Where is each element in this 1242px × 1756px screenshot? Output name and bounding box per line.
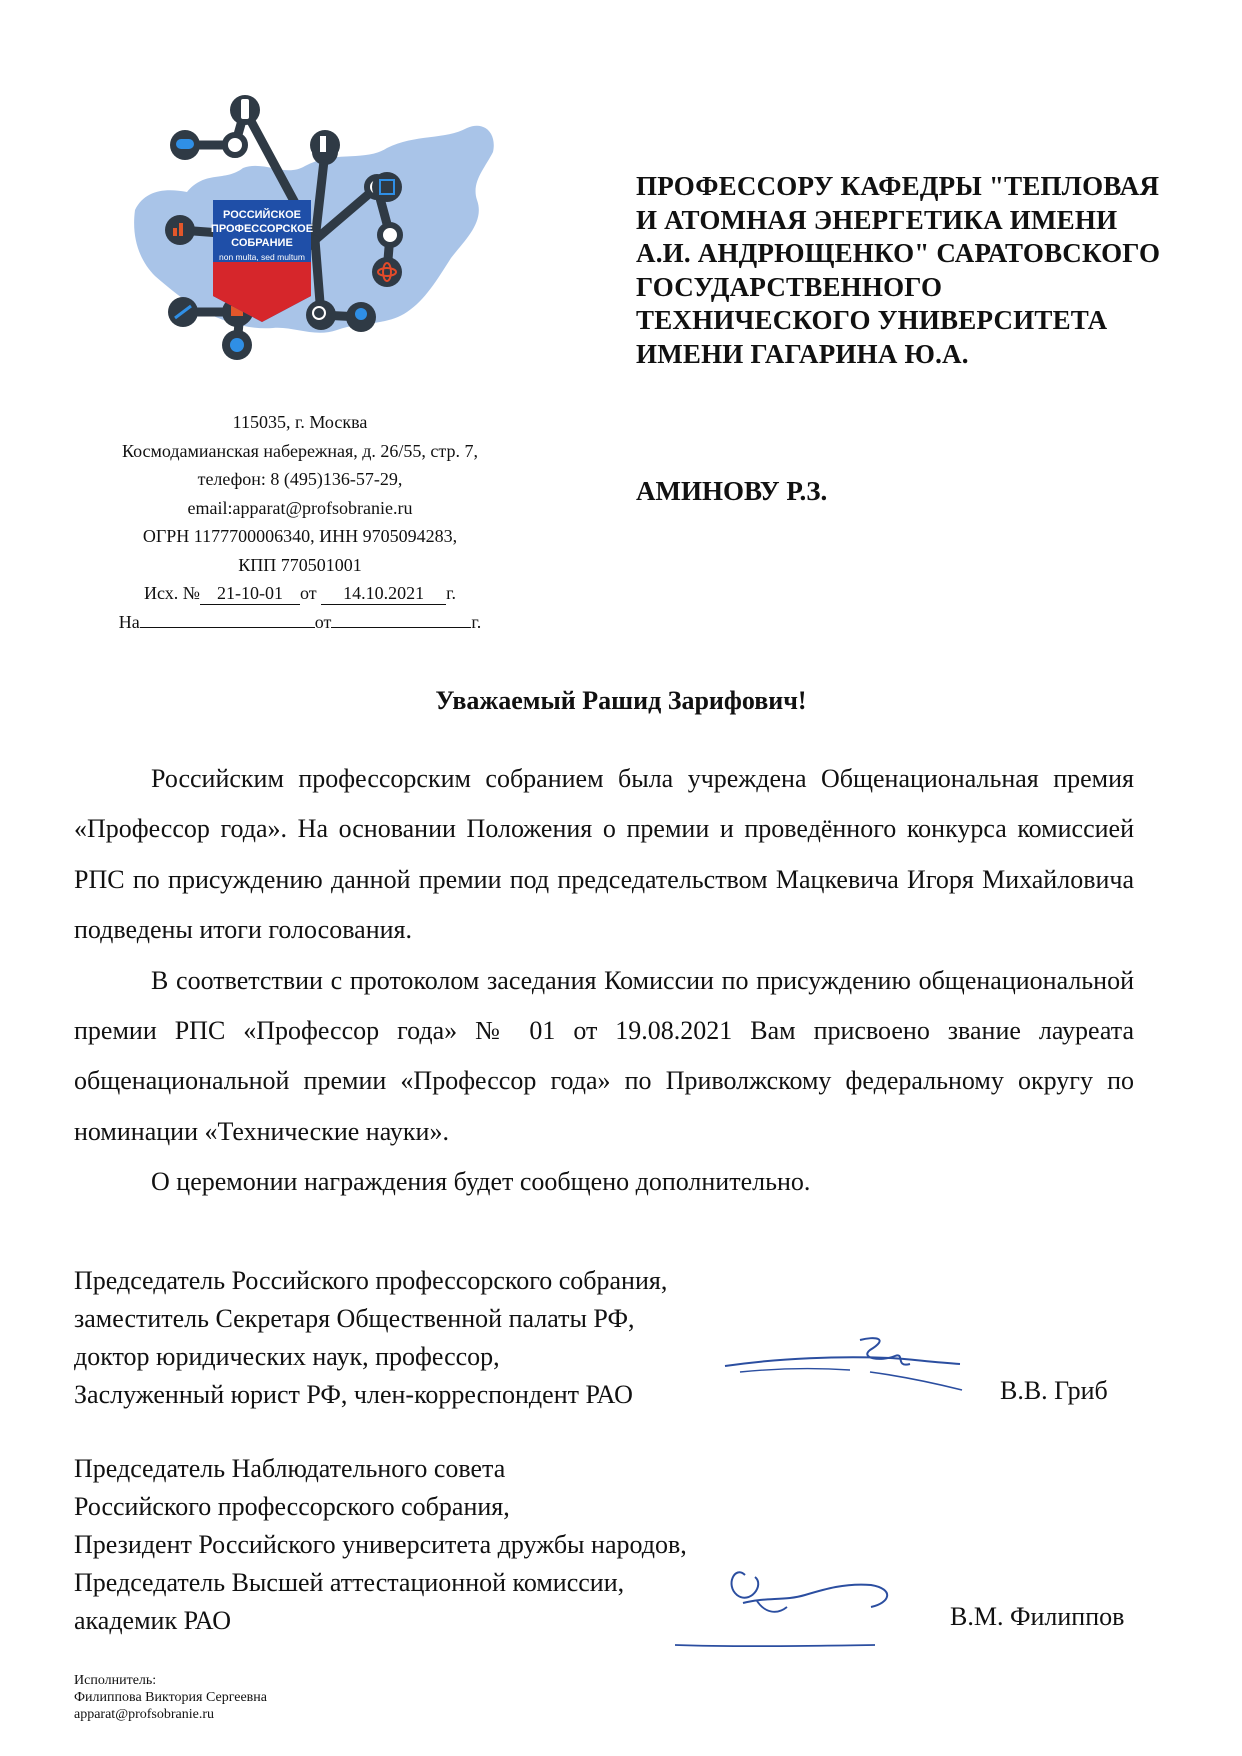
signatory-1-title (74, 1262, 814, 1414)
outgoing-date: 14.10.2021 (321, 582, 446, 605)
address-line: ОГРН 1177700006340, ИНН 9705094283, (142, 526, 458, 546)
cube-icon (372, 172, 402, 202)
recipient-name: АМИНОВУ Р.З. (636, 476, 828, 506)
address-line: Космодамианская набережная, д. 26/55, стр. 7, (121, 440, 479, 461)
signatory-title-line: Заслуженный юрист РФ, член-корреспондент РАО (74, 1380, 633, 1409)
recipient-line: А.И. АНДРЮЩЕНКО" САРАТОВСКОГО (636, 238, 1161, 268)
logo-line2: ПРОФЕССОРСКОЕ (210, 223, 314, 235)
letter-body (74, 754, 1134, 1208)
outgoing-number: 21-10-01 (200, 582, 300, 605)
signatory-title-line: Президент Российского университета дружбы народов, (74, 1530, 687, 1559)
executor-label: Исполнитель: (74, 1673, 157, 1688)
body-paragraph: В соответствии с протоколом заседания Комиссии по присуждению общенациональной премии РПС «Профессор года» № 01 от 19.08.2021 Вам присвоено звание лауреата общенациональной премии «Профессор года» по Приволжскому федеральному округу по номинации «Технические науки». (74, 965, 1134, 1146)
logo-motto: non multa, sed multum (219, 252, 305, 262)
address-line: email:apparat@profsobranie.ru (187, 497, 413, 518)
signatory-title-line: Председатель Российского профессорского собрания, (74, 1266, 668, 1295)
signatory-title-line: Председатель Высшей аттестационной комиссии, (74, 1568, 625, 1597)
body-paragraph: Российским профессорским собранием была учреждена Общенациональная премия «Профессор года». На основании Положения о премии и проведённого конкурса комиссией РПС по присуждению данной премии под председательством Мацкевича Игоря Михайловича подведены итоги голосования. (74, 764, 1134, 945)
address-line: КПП 770501001 (238, 554, 362, 575)
signatory-2-name: В.М. Филиппов (950, 1602, 1125, 1631)
executor-email: apparat@profsobranie.ru (74, 1707, 214, 1722)
recipient-line: И АТОМНАЯ ЭНЕРГЕТИКА ИМЕНИ (636, 204, 1118, 235)
address-line: телефон: 8 (495)136-57-29, (197, 469, 403, 489)
incoming-ref: На от г. (118, 611, 482, 632)
rps-logo (125, 90, 505, 410)
recipient-line: ПРОФЕССОРУ КАФЕДРЫ "ТЕПЛОВАЯ (636, 171, 1160, 201)
signatory-title-line: Российского профессорского собрания, (74, 1492, 510, 1521)
body-paragraph: О церемонии награждения будет сообщено дополнительно. (151, 1167, 811, 1197)
recipient-block (636, 170, 1226, 371)
signature-1 (720, 1328, 970, 1398)
logo-line1: РОССИЙСКОЕ (223, 209, 301, 221)
magnifier-icon (306, 300, 336, 330)
signatory-title-line: академик РАО (74, 1606, 231, 1635)
signatory-1-name: В.В. Гриб (1000, 1376, 1108, 1405)
recipient-line: ГОСУДАРСТВЕННОГО (636, 271, 943, 302)
recipient-line: ТЕХНИЧЕСКОГО УНИВЕРСИТЕТА (636, 305, 1108, 335)
signature-2 (675, 1555, 915, 1655)
outgoing-ref: Исх. № 21-10-01 от 14.10.2021 г. (144, 583, 456, 603)
atom-icon (372, 257, 402, 287)
signatory-title-line: заместитель Секретаря Общественной палаты РФ, (74, 1304, 635, 1333)
salutation: Уважаемый Рашид Зарифович! (435, 686, 807, 715)
executor-name: Филиппова Виктория Сергеевна (74, 1690, 267, 1705)
address-line: 115035, г. Москва (232, 412, 368, 432)
signatory-title-line: доктор юридических наук, профессор, (74, 1342, 500, 1371)
recipient-line: ИМЕНИ ГАГАРИНА Ю.А. (636, 338, 969, 369)
letterhead-address (80, 408, 520, 636)
signatory-title-line: Председатель Наблюдательного совета (74, 1454, 506, 1483)
executor-block (74, 1672, 267, 1723)
logo-line3: СОБРАНИЕ (231, 237, 293, 249)
